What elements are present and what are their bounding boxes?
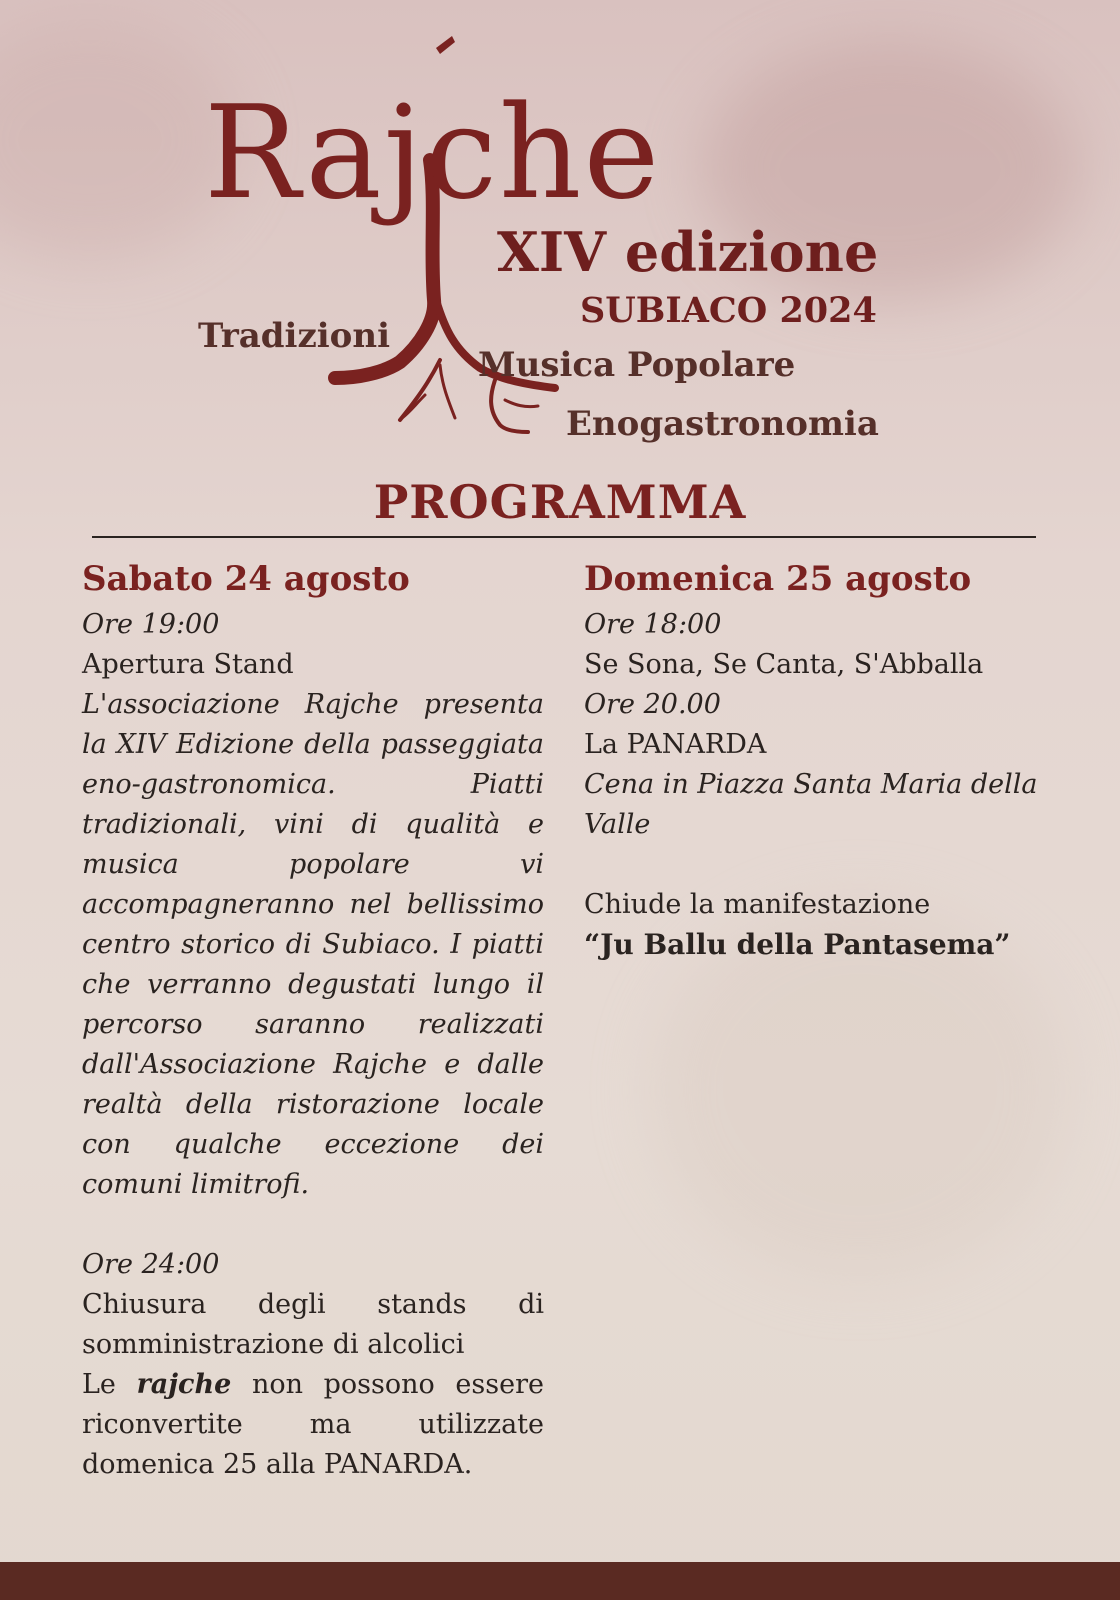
sunday-time-2: Ore 20.00 <box>584 689 721 721</box>
saturday-column <box>82 560 544 1485</box>
sunday-event-1: Se Sona, Se Canta, S'Abballa <box>584 649 984 681</box>
saturday-description: L'associazione Rajche presenta la XIV Edizione della passeggiata eno-gastronomica. Piatti tradizionali, vini di qualità e musica popolare vi accompagneranno nel bellissimo centro storico di Subiaco. I piatti che verranno degustati lungo il percorso saranno realizzati dall'Associazione Rajche e dalle realtà della ristorazione locale con qualche eccezione dei comuni limitrofi. <box>82 689 544 1201</box>
programma-title: PROGRAMMA <box>373 475 747 529</box>
sunday-day-heading: Domenica 25 agosto <box>584 559 972 599</box>
note-rajche-emphasis: rajche <box>136 1369 232 1401</box>
saturday-event-2: Chiusura degli stands di somministrazione di alcolici <box>82 1289 544 1361</box>
tag-musica-popolare: Musica Popolare <box>478 345 796 385</box>
sunday-event-2-description: Cena in Piazza Santa Maria della Valle <box>584 769 1038 841</box>
divider-rule <box>92 536 1036 538</box>
footer-band <box>0 1562 1120 1600</box>
sunday-event-2: La PANARDA <box>584 729 767 761</box>
saturday-note <box>82 1365 544 1485</box>
edition-label: XIV edizione <box>497 220 879 284</box>
sunday-closing-title: “Ju Ballu della Pantasema” <box>584 928 1011 962</box>
sunday-closing: Chiude la manifestazione <box>584 889 931 921</box>
saturday-event-1: Apertura Stand <box>82 649 294 681</box>
saturday-time-2: Ore 24:00 <box>82 1249 220 1281</box>
note-pre: Le <box>82 1369 137 1401</box>
note-post: non possono essere riconvertite ma utilizzate domenica 25 alla PANARDA. <box>82 1369 544 1481</box>
place-year-label: SUBIACO 2024 <box>580 290 877 331</box>
sunday-column <box>584 560 1044 965</box>
tag-tradizioni: Tradizioni <box>198 316 390 356</box>
saturday-day-heading: Sabato 24 agosto <box>82 559 410 599</box>
saturday-time-1: Ore 19:00 <box>82 609 220 641</box>
tag-enogastronomia: Enogastronomia <box>566 404 879 444</box>
logo-wordmark: Rajche <box>204 79 662 228</box>
sunday-time-1: Ore 18:00 <box>584 609 722 641</box>
